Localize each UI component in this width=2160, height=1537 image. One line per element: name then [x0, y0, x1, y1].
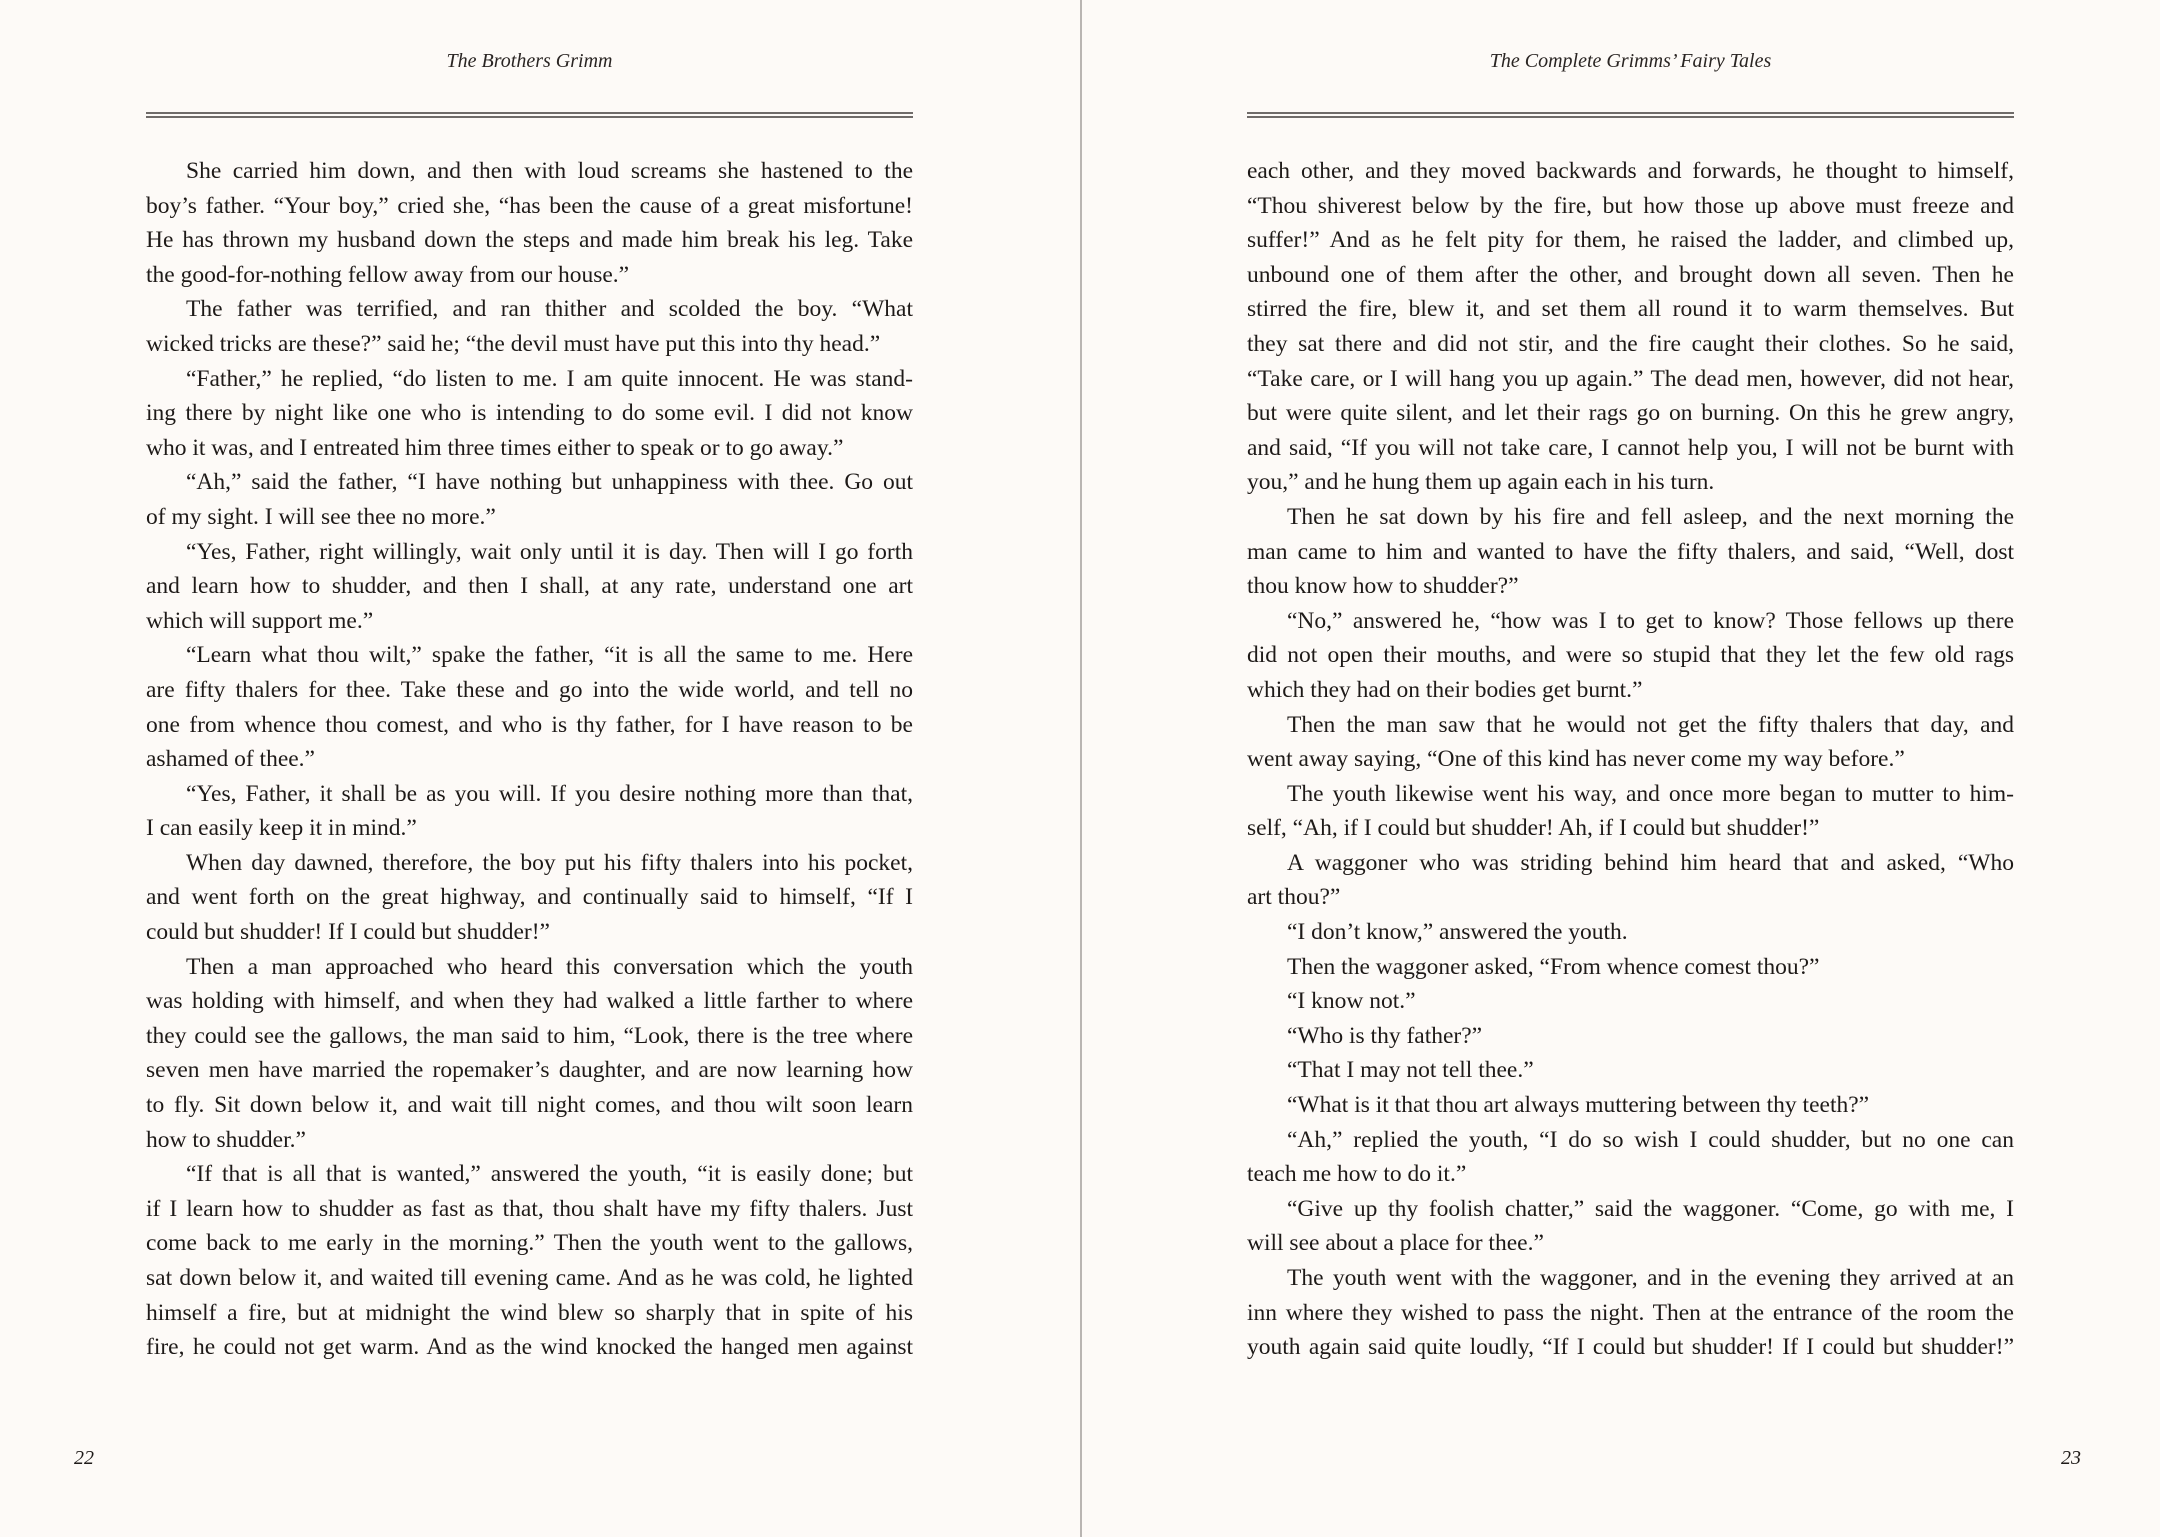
paragraph: [1247, 604, 2014, 708]
text-line: “Learn what thou wilt,” spake the father, “it is all the same to me. Here: [186, 642, 913, 669]
paragraph: [146, 292, 913, 361]
paragraph: [1247, 915, 2014, 950]
text-line: sat down below it, and waited till evening came. And as he was cold, he lighted: [146, 1265, 913, 1291]
text-line: ing there by night like one who is intending to do some evil. I did not know: [146, 400, 913, 427]
text-line: “Take care, or I will hang you up again.” The dead men, however, did not hear,: [1247, 365, 2014, 392]
body-text: [146, 154, 913, 1365]
page-number: 23: [2061, 1447, 2081, 1469]
text-line: When day dawned, therefore, the boy put his fifty thalers into his pocket,: [186, 849, 913, 876]
text-line: fire, he could not get warm. And as the wind knocked the hanged men against: [146, 1334, 913, 1361]
paragraph: [1247, 154, 2014, 500]
paragraph: [1247, 1019, 2014, 1054]
paragraph: [146, 638, 913, 776]
paragraph: [1247, 846, 2014, 915]
text-line: did not open their mouths, and were so stupid that they let the few old rags: [1247, 642, 2014, 669]
text-line: “Give up thy foolish chatter,” said the waggoner. “Come, go with me, I: [1287, 1195, 2014, 1222]
text-line: inn where they wished to pass the night. Then at the entrance of the room the: [1247, 1299, 2014, 1326]
header-rule: [1247, 112, 2014, 118]
text-line: himself a fire, but at midnight the wind blew so sharply that in spite of his: [146, 1299, 913, 1326]
text-line: you,” and he hung them up again each in his turn.: [1247, 469, 1715, 496]
text-line: if I learn how to shudder as fast as that, thou shalt have my fifty thalers. Just: [146, 1195, 913, 1222]
text-line: He has thrown my husband down the steps and made him break his leg. Take: [146, 227, 913, 254]
text-line: wicked tricks are these?” said he; “the devil must have put this into thy head.”: [146, 330, 881, 357]
page-number: 22: [74, 1447, 94, 1469]
header-rule: [146, 112, 913, 118]
text-line: “I know not.”: [1287, 988, 1416, 1015]
text-line: they could see the gallows, the man said to him, “Look, there is the tree where: [146, 1022, 913, 1049]
paragraph: [1247, 500, 2014, 604]
right-page: [1082, 0, 2160, 1537]
text-line: Then the waggoner asked, “From whence comest thou?”: [1287, 953, 1820, 980]
text-line: “Yes, Father, it shall be as you will. If you desire nothing more than that,: [186, 780, 913, 807]
text-line: “Who is thy father?”: [1287, 1022, 1483, 1049]
text-line: and said, “If you will not take care, I cannot help you, I will not be burnt with: [1247, 434, 2014, 461]
text-line: “Ah,” replied the youth, “I do so wish I could shudder, but no one can: [1287, 1126, 2014, 1153]
text-line: A waggoner who was striding behind him heard that and asked, “Who: [1287, 849, 2014, 876]
text-line: “Yes, Father, right willingly, wait only until it is day. Then will I go forth: [186, 538, 913, 565]
text-line: teach me how to do it.”: [1247, 1161, 1467, 1188]
text-line: The father was terrified, and ran thither and scolded the boy. “What: [186, 296, 913, 323]
text-line: one from whence thou comest, and who is thy father, for I have reason to be: [146, 711, 913, 738]
running-head: The Complete Grimms’ Fairy Tales: [1489, 50, 1772, 72]
text-line: art thou?”: [1247, 884, 1341, 911]
text-line: went away saying, “One of this kind has never come my way before.”: [1247, 746, 1905, 773]
text-line: “What is it that thou art always muttering between thy teeth?”: [1287, 1092, 1870, 1119]
text-line: I can easily keep it in mind.”: [146, 815, 417, 842]
text-line: suffer!” And as he felt pity for them, he raised the ladder, and climbed up,: [1247, 227, 2014, 254]
running-head: The Brothers Grimm: [446, 50, 613, 72]
paragraph: [1247, 1123, 2014, 1192]
text-line: “If that is all that is wanted,” answered the youth, “it is easily done; but: [186, 1161, 913, 1188]
text-line: The youth went with the waggoner, and in the evening they arrived at an: [1287, 1265, 2014, 1291]
paragraph: [1247, 984, 2014, 1019]
text-line: could but shudder! If I could but shudder!”: [146, 919, 550, 946]
text-line: they sat there and did not stir, and the fire caught their clothes. So he said,: [1247, 330, 2014, 357]
paragraph: [146, 1157, 913, 1365]
text-line: was holding with himself, and when they had walked a little farther to where: [146, 988, 913, 1015]
text-line: each other, and they moved backwards and forwards, he thought to himself,: [1247, 158, 2014, 184]
text-line: stirred the fire, blew it, and set them all round it to warm themselves. But: [1247, 296, 2014, 323]
paragraph: [1247, 1088, 2014, 1123]
body-text: [1247, 154, 2014, 1365]
text-line: of my sight. I will see thee no more.”: [146, 503, 496, 530]
text-line: and went forth on the great highway, and continually said to himself, “If I: [146, 884, 913, 911]
text-line: thou know how to shudder?”: [1247, 573, 1519, 600]
text-line: “Thou shiverest below by the fire, but how those up above must freeze and: [1247, 192, 2014, 219]
text-line: will see about a place for thee.”: [1247, 1230, 1544, 1257]
text-line: She carried him down, and then with loud screams she hastened to the: [186, 158, 913, 184]
paragraph: [1247, 1261, 2014, 1365]
paragraph: [146, 154, 913, 292]
text-line: Then the man saw that he would not get the fifty thalers that day, and: [1287, 711, 2014, 738]
text-line: come back to me early in the morning.” Then the youth went to the gallows,: [146, 1230, 913, 1257]
paragraph: [1247, 950, 2014, 985]
text-line: which will support me.”: [146, 607, 374, 634]
paragraph: [146, 465, 913, 534]
paragraph: [1247, 1053, 2014, 1088]
paragraph: [146, 777, 913, 846]
text-line: Then a man approached who heard this conversation which the youth: [186, 953, 913, 980]
paragraph: [146, 950, 913, 1158]
text-line: “Ah,” said the father, “I have nothing but unhappiness with thee. Go out: [186, 469, 913, 496]
text-line: self, “Ah, if I could but shudder! Ah, if I could but shudder!”: [1247, 815, 1820, 842]
text-line: The youth likewise went his way, and once more began to mutter to him-: [1287, 780, 2014, 807]
text-line: the good-for-nothing fellow away from our house.”: [146, 261, 630, 288]
text-line: man came to him and wanted to have the fifty thalers, and said, “Well, dost: [1247, 538, 2014, 565]
text-line: ashamed of thee.”: [146, 746, 315, 773]
text-line: “I don’t know,” answered the youth.: [1287, 919, 1628, 946]
paragraph: [1247, 777, 2014, 846]
text-line: are fifty thalers for thee. Take these and go into the wide world, and tell no: [146, 676, 913, 703]
paragraph: [146, 362, 913, 466]
paragraph: [146, 846, 913, 950]
text-line: which they had on their bodies get burnt.”: [1247, 676, 1643, 703]
text-line: to fly. Sit down below it, and wait till night comes, and thou wilt soon learn: [146, 1092, 913, 1119]
paragraph: [146, 535, 913, 639]
text-line: boy’s father. “Your boy,” cried she, “has been the cause of a great misfortune!: [146, 192, 913, 219]
text-line: “Father,” he replied, “do listen to me. I am quite innocent. He was stand-: [186, 365, 913, 392]
text-line: unbound one of them after the other, and brought down all seven. Then he: [1247, 261, 2014, 288]
text-line: seven men have married the ropemaker’s daughter, and are now learning how: [146, 1057, 913, 1084]
text-line: how to shudder.”: [146, 1126, 306, 1153]
text-line: but were quite silent, and let their rags go on burning. On this he grew angry,: [1247, 400, 2014, 427]
text-line: “No,” answered he, “how was I to get to know? Those fellows up there: [1287, 607, 2014, 634]
text-line: and learn how to shudder, and then I shall, at any rate, understand one art: [146, 573, 913, 600]
paragraph: [1247, 1192, 2014, 1261]
text-line: who it was, and I entreated him three times either to speak or to go away.”: [146, 434, 844, 461]
text-line: youth again said quite loudly, “If I could but shudder! If I could but shudder!”: [1247, 1334, 2014, 1361]
paragraph: [1247, 708, 2014, 777]
text-line: “That I may not tell thee.”: [1287, 1057, 1534, 1084]
text-line: Then he sat down by his fire and fell asleep, and the next morning the: [1287, 503, 2014, 530]
